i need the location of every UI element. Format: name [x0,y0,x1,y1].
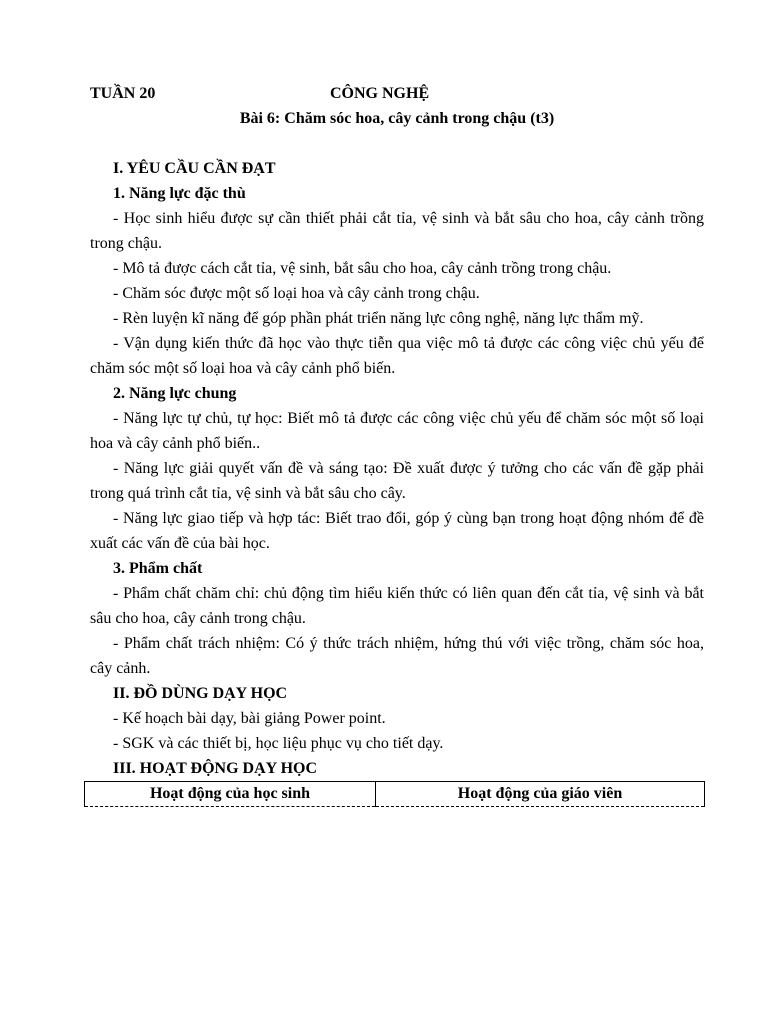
week-label: TUẦN 20 [90,85,156,102]
subsection-1-heading: 1. Năng lực đặc thù [113,185,246,202]
subject-label: CÔNG NGHỆ [330,85,430,102]
list-item: - SGK và các thiết bị, học liệu phục vụ cho tiết dạy. [113,735,444,752]
subsection-3-heading: 3. Phẩm chất [113,560,203,577]
teacher-activities-header: Hoạt động của giáo viên [376,782,705,807]
blank-line [90,131,704,156]
lesson-title: Bài 6: Chăm sóc hoa, cây cảnh trong chậu (t3) [239,110,555,127]
list-item: - Năng lực tự chủ, tự học: Biết mô tả được các công việc chủ yếu để chăm sóc một số loại hoa và cây cảnh phổ biến.. [90,410,704,452]
student-activities-header: Hoạt động của học sinh [85,782,376,807]
section-1-heading: I. YÊU CẦU CẦN ĐẠT [113,160,276,177]
list-item: - Học sinh hiểu được sự cần thiết phải cắt tỉa, vệ sinh và bắt sâu cho hoa, cây cảnh trồng trong chậu. [90,210,704,252]
table-header-row [85,782,705,807]
activities-table [84,781,705,807]
list-item: - Năng lực giải quyết vấn đề và sáng tạo: Đề xuất được ý tưởng cho các vấn đề gặp phải trong quá trình cắt tỉa, vệ sinh và bắt sâu cho cây. [90,460,704,502]
section-3-heading: III. HOẠT ĐỘNG DẠY HỌC [113,760,318,777]
list-item: - Năng lực giao tiếp và hợp tác: Biết trao đổi, góp ý cùng bạn trong hoạt động nhóm để đề xuất các vấn đề của bài học. [90,510,704,552]
list-item: - Phẩm chất trách nhiệm: Có ý thức trách nhiệm, hứng thú với việc trồng, chăm sóc hoa, cây cảnh. [90,635,704,677]
list-item: - Rèn luyện kĩ năng để góp phần phát triển năng lực công nghệ, năng lực thẩm mỹ. [113,310,644,327]
subsection-2-heading: 2. Năng lực chung [113,385,237,402]
header-row [90,81,704,106]
list-item: - Kế hoạch bài dạy, bài giảng Power point. [113,710,386,727]
document-content [90,81,704,781]
list-item: - Phẩm chất chăm chỉ: chủ động tìm hiểu kiến thức có liên quan đến cắt tỉa, vệ sinh và bắt sâu cho hoa, cây cảnh trong chậu. [90,585,704,627]
list-item: - Chăm sóc được một số loại hoa và cây cảnh trong chậu. [113,285,480,302]
list-item: - Mô tả được cách cắt tỉa, vệ sinh, bắt sâu cho hoa, cây cảnh trồng trong chậu. [113,260,612,277]
section-2-heading: II. ĐỒ DÙNG DẠY HỌC [113,685,288,702]
list-item: - Vận dụng kiến thức đã học vào thực tiễn qua việc mô tả được các công việc chủ yếu để chăm sóc một số loại hoa và cây cảnh phổ biến. [90,335,704,377]
